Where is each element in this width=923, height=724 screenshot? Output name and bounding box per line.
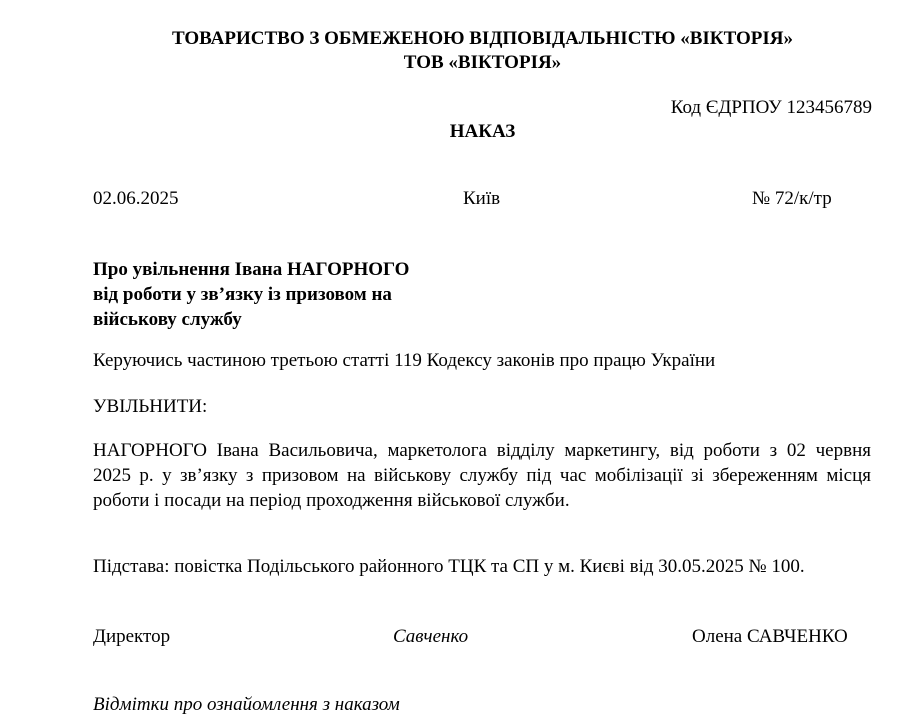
order-action-heading: УВІЛЬНИТИ: xyxy=(93,396,208,417)
paragraph-line: НАГОРНОГО Івана Васильовича, маркетолога відділу маркетингу, від роботи з 02 червня xyxy=(93,440,871,461)
order-subject xyxy=(93,257,453,332)
organization-short-name: ТОВ «ВІКТОРІЯ» xyxy=(403,52,562,73)
legal-basis-text: Керуючись частиною третьою статті 119 Кодексу законів про працю України xyxy=(93,350,716,371)
handwritten-signature: Савченко xyxy=(393,626,469,647)
order-subject-line: військову службу xyxy=(93,309,242,330)
document-type-title: НАКАЗ xyxy=(449,121,516,142)
paragraph-line: роботи і посади на період проходження військової служби. xyxy=(93,490,570,511)
order-date: 02.06.2025 xyxy=(93,188,179,209)
organization-name: ТОВАРИСТВО З ОБМЕЖЕНОЮ ВІДПОВІДАЛЬНІСТЮ «ВІКТОРІЯ» xyxy=(171,28,794,49)
signatory-name: Олена САВЧЕНКО xyxy=(692,626,848,647)
order-ground: Підстава: повістка Подільського районного ТЦК та СП у м. Києві від 30.05.2025 № 100. xyxy=(93,556,805,577)
edrpou-code: Код ЄДРПОУ 123456789 xyxy=(670,97,872,118)
acknowledgement-heading: Відмітки про ознайомлення з наказом xyxy=(93,694,400,715)
order-main-paragraph xyxy=(93,438,871,513)
order-subject-line: від роботи у зв’язку із призовом на xyxy=(93,284,392,305)
signatory-position: Директор xyxy=(93,626,171,647)
paragraph-line: 2025 р. у зв’язку з призовом на військову службу під час мобілізації зі збереженням місця xyxy=(93,465,871,486)
order-number: № 72/к/тр xyxy=(752,188,832,209)
order-subject-line: Про увільнення Івана НАГОРНОГО xyxy=(93,259,410,280)
order-city: Київ xyxy=(463,188,501,209)
